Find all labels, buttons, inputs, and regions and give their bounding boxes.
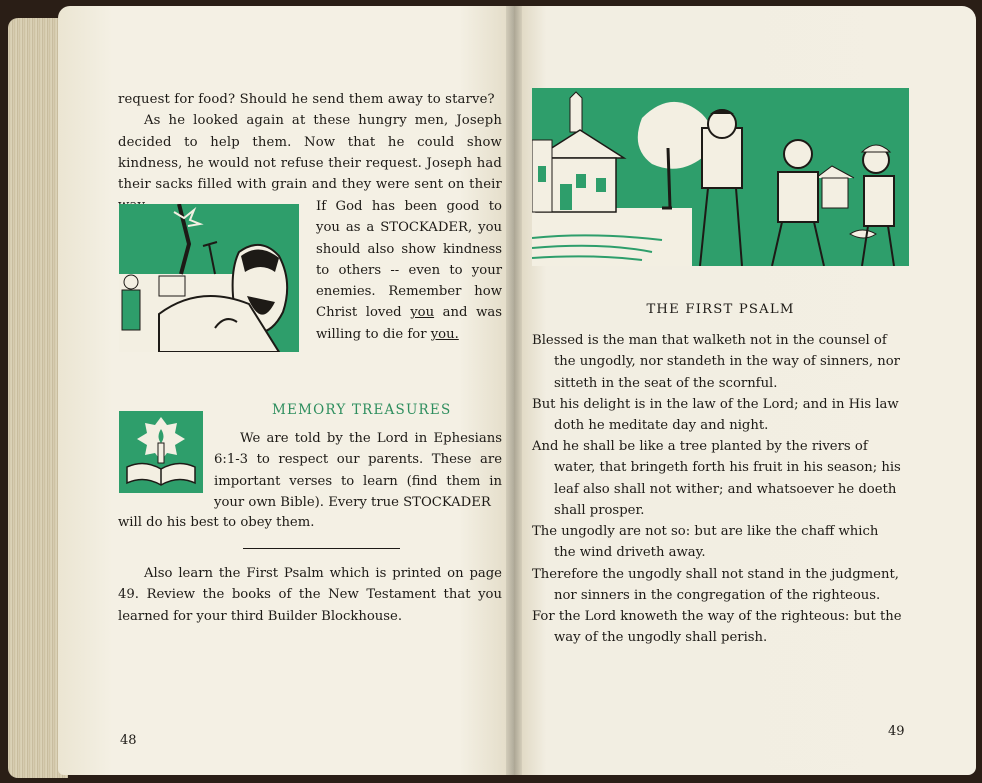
page-number-left: 48 [120,733,137,748]
page-number-right: 49 [888,724,905,739]
psalm-verse-3 [532,436,909,521]
psalm-verse-5 [532,564,909,607]
verse-1-first: Blessed is the man that walketh not in the counsel of [532,333,887,348]
stockader-text-2: and was willing to die for [316,305,502,342]
also-learn-paragraph: Also learn the First Psalm which is printed on page 49. Review the books of the New Testament that you learned for your third Builder Blockhouse. [118,566,502,624]
section-divider [243,548,400,549]
psalm-verse-2 [532,394,909,437]
christ-drawing-icon [119,204,299,352]
verse-5-first: Therefore the ungodly shall not stand in the judgment, [532,567,899,582]
verse-5-cont: nor sinners in the congregation of the righteous. [554,588,881,604]
bible-candle-illustration [119,411,203,493]
verse-2-first: But his delight is in the law of the Lord; and in His law [532,397,899,412]
psalm-verse-6 [532,606,909,649]
psalm-title: THE FIRST PSALM [646,302,795,317]
verse-3-first: And he shall be like a tree planted by the rivers of [532,439,868,454]
memory-text: We are told by the Lord in Ephesians 6:1-3 to respect our parents. These are important verses to learn (find them in your own Bible). Every true STOCKADER [214,431,502,510]
underlined-you-1: you [410,305,435,321]
psalm-verse-1 [532,330,909,394]
verse-1-cont: the ungodly, nor standeth in the way of sinners, nor sitteth in the seat of the scornful. [554,354,900,391]
memory-treasures-heading: MEMORY TREASURES [272,402,452,418]
paragraph-joseph: As he looked again at these hungry men, Joseph decided to help them. Now that he could show kindness, he would not refuse their request. Joseph had their sacks filled with grain and they were sent on their [118,113,502,193]
verse-6-cont: way of the ungodly shall perish. [554,630,768,646]
paragraph-continued: request for food? Should he send them away to starve? [118,92,495,107]
book-gutter [506,6,522,775]
verse-4-cont: the wind driveth away. [554,545,706,561]
underlined-you-2: you. [430,326,459,342]
bible-candle-icon [119,411,203,493]
church-boys-illustration [532,88,909,266]
church-scene-icon [532,88,909,266]
stockader-text-1: If God has been good to you as a STOCKADER, you should also show kindness to others -- even to your enemies. Remember how Christ loved [316,199,502,321]
memory-paragraph [214,428,502,513]
memory-tail-line: will do his best to obey them. [118,515,315,530]
christ-illustration [119,204,299,352]
stockader-paragraph [316,196,502,345]
psalm-verse-4 [532,521,909,564]
verse-3-cont: water, that bringeth forth his fruit in his season; his leaf also shall not wither; and whatsoever he doeth shall prosper. [554,460,901,518]
verse-6-first: For the Lord knoweth the way of the righteous: but the [532,609,902,624]
verse-2-cont: doth he meditate day and night. [554,418,769,434]
verse-4-first: The ungodly are not so: but are like the chaff which [532,524,879,539]
